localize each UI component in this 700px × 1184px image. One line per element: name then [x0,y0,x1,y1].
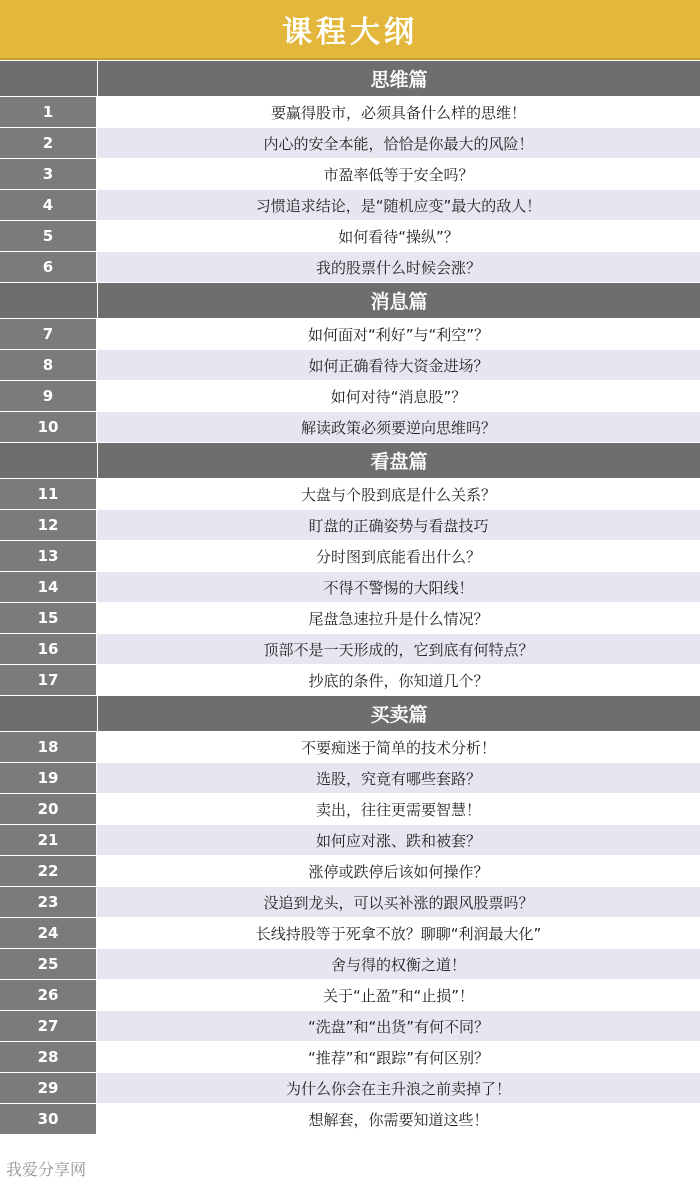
row-number: 11 [0,479,97,509]
row-number: 4 [0,190,97,220]
section-num-spacer [0,283,98,318]
section-title: 思维篇 [98,61,700,96]
row-topic: 如何正确看待大资金进场？ [97,350,700,380]
table-row [0,602,700,633]
row-number: 26 [0,980,97,1010]
watermark-text: 我爱分享网 [6,1160,87,1179]
section-title: 看盘篇 [98,443,700,478]
row-number: 8 [0,350,97,380]
table-row [0,1072,700,1103]
row-topic: 选股，究竟有哪些套路？ [97,763,700,793]
row-topic: “洗盘”和“出货”有何不同？ [97,1011,700,1041]
table-row [0,886,700,917]
table-row [0,189,700,220]
table-row [0,793,700,824]
row-number: 15 [0,603,97,633]
row-number: 9 [0,381,97,411]
table-row [0,824,700,855]
row-number: 23 [0,887,97,917]
table-row [0,127,700,158]
section-header-trading [0,695,700,731]
row-topic: 不要痴迷于简单的技术分析！ [97,732,700,762]
row-number: 10 [0,412,97,442]
course-outline-table [0,60,700,1134]
section-num-spacer [0,61,98,96]
row-topic: 不得不警惕的大阳线！ [97,572,700,602]
table-row [0,509,700,540]
table-row [0,762,700,793]
table-row [0,731,700,762]
table-row [0,948,700,979]
table-row [0,571,700,602]
row-topic: 尾盘急速拉升是什么情况？ [97,603,700,633]
row-topic: 舍与得的权衡之道！ [97,949,700,979]
row-topic: 分时图到底能看出什么？ [97,541,700,571]
table-row [0,540,700,571]
table-row [0,380,700,411]
row-topic: 如何看待“操纵”？ [97,221,700,251]
row-topic: 习惯追求结论，是“随机应变”最大的敌人！ [97,190,700,220]
table-row [0,855,700,886]
row-topic: 如何对待“消息股”？ [97,381,700,411]
row-topic: 我的股票什么时候会涨？ [97,252,700,282]
table-row [0,251,700,282]
row-topic: 卖出，往往更需要智慧！ [97,794,700,824]
row-number: 16 [0,634,97,664]
row-topic: 想解套，你需要知道这些！ [97,1104,700,1134]
row-topic: 解读政策必须要逆向思维吗？ [97,412,700,442]
row-number: 30 [0,1104,97,1134]
row-topic: 内心的安全本能，恰恰是你最大的风险！ [97,128,700,158]
section-header-thinking [0,60,700,96]
row-topic: 关于“止盈”和“止损”！ [97,980,700,1010]
row-number: 17 [0,665,97,695]
row-number: 27 [0,1011,97,1041]
row-number: 29 [0,1073,97,1103]
row-topic: 市盈率低等于安全吗？ [97,159,700,189]
row-number: 18 [0,732,97,762]
table-row [0,158,700,189]
row-topic: 没追到龙头，可以买补涨的跟风股票吗？ [97,887,700,917]
row-topic: 盯盘的正确姿势与看盘技巧 [97,510,700,540]
row-topic: 长线持股等于死拿不放？聊聊“利润最大化” [97,918,700,948]
row-topic: 顶部不是一天形成的，它到底有何特点？ [97,634,700,664]
table-row [0,917,700,948]
row-number: 2 [0,128,97,158]
row-number: 13 [0,541,97,571]
section-title: 买卖篇 [98,696,700,731]
row-number: 24 [0,918,97,948]
row-number: 7 [0,319,97,349]
section-num-spacer [0,696,98,731]
row-number: 12 [0,510,97,540]
row-number: 28 [0,1042,97,1072]
section-header-news [0,282,700,318]
table-row [0,633,700,664]
row-number: 21 [0,825,97,855]
section-title: 消息篇 [98,283,700,318]
table-row [0,411,700,442]
row-number: 14 [0,572,97,602]
row-number: 25 [0,949,97,979]
row-topic: “推荐”和“跟踪”有何区别？ [97,1042,700,1072]
row-number: 19 [0,763,97,793]
table-row [0,1103,700,1134]
table-row [0,1041,700,1072]
table-row [0,349,700,380]
section-header-reading-market [0,442,700,478]
row-topic: 要赢得股市，必须具备什么样的思维！ [97,97,700,127]
row-number: 20 [0,794,97,824]
row-number: 3 [0,159,97,189]
page-title: 课程大纲 [0,0,700,60]
row-topic: 如何面对“利好”与“利空”？ [97,319,700,349]
row-topic: 抄底的条件，你知道几个？ [97,665,700,695]
row-number: 1 [0,97,97,127]
row-number: 5 [0,221,97,251]
row-topic: 为什么你会在主升浪之前卖掉了！ [97,1073,700,1103]
table-row [0,220,700,251]
section-num-spacer [0,443,98,478]
row-number: 6 [0,252,97,282]
table-row [0,664,700,695]
table-row [0,318,700,349]
row-topic: 涨停或跌停后该如何操作？ [97,856,700,886]
row-topic: 大盘与个股到底是什么关系？ [97,479,700,509]
row-topic: 如何应对涨、跌和被套？ [97,825,700,855]
table-row [0,96,700,127]
table-row [0,1010,700,1041]
row-number: 22 [0,856,97,886]
table-row [0,979,700,1010]
table-row [0,478,700,509]
